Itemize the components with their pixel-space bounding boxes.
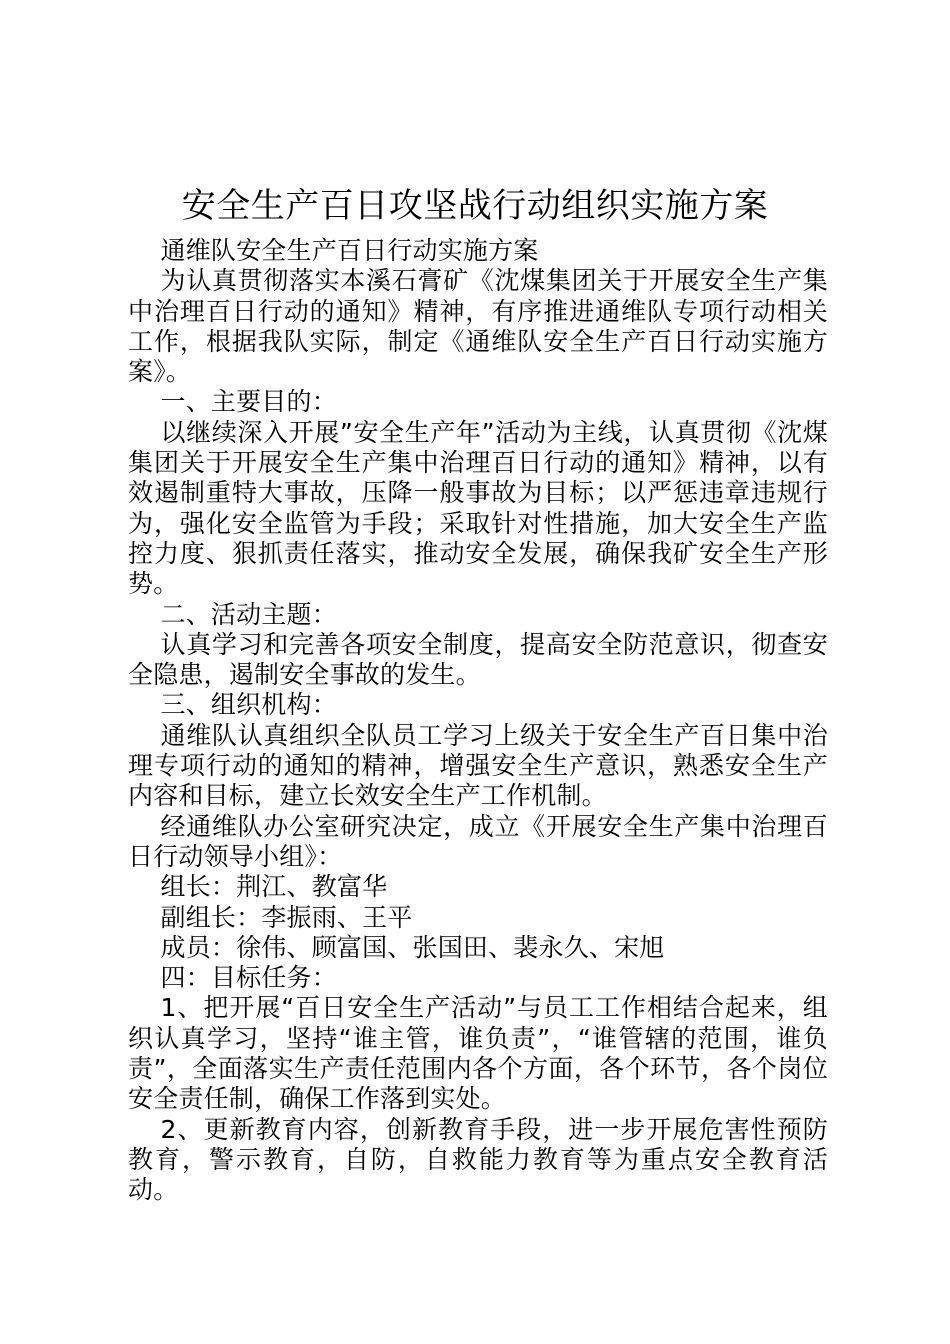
paragraph-purpose: 以继续深入开展”安全生产年”活动为主线，认真贯彻《沈煤集团关于开展安全生产集中治理百日行动的通知》精神，以有效遏制重特大事故，压降一般事故为目标；以严惩违章违规行为，强化安全监管为手段；采取针对性措施，加大安全生产监控力度、狠抓责任落实，推动安全发展，确保我矿安全生产形势。 bbox=[128, 417, 828, 599]
document-body bbox=[128, 236, 828, 1206]
paragraph-theme: 认真学习和完善各项安全制度，提高安全防范意识，彻查安全隐患，遏制安全事故的发生。 bbox=[128, 629, 828, 690]
paragraph-subtitle: 通维队安全生产百日行动实施方案 bbox=[160, 236, 539, 265]
paragraph-members: 成员：徐伟、顾富国、张国田、裴永久、宋旭 bbox=[160, 932, 665, 962]
paragraph-organization: 通维队认真组织全队员工学习上级关于安全生产百日集中治理专项行动的通知的精神，增强安全生产意识，熟悉安全生产内容和目标，建立长效安全生产工作机制。 bbox=[128, 720, 828, 811]
paragraph-task-2: 2、更新教育内容，创新教育手段，进一步开展危害性预防教育，警示教育，自防，自救能力教育等为重点安全教育活动。 bbox=[128, 1114, 828, 1205]
paragraph-intro: 为认真贯彻落实本溪石膏矿《沈煤集团关于开展安全生产集中治理百日行动的通知》精神，有序推进通维队专项行动相关工作，根据我队实际，制定《通维队安全生产百日行动实施方案》。 bbox=[128, 266, 828, 387]
paragraph-deputy-leader: 副组长：李振雨、王平 bbox=[160, 902, 413, 932]
paragraph-group-leader: 组长：荆江、教富华 bbox=[160, 872, 388, 902]
section-heading-tasks: 四：目标任务： bbox=[160, 963, 337, 993]
paragraph-task-1: 1、把开展“百日安全生产活动”与员工工作相结合起来，组织认真学习，坚持“谁主管，谁负责”，“谁管辖的范围，谁负责”，全面落实生产责任范围内各个方面，各个环节，各个岗位安全责任制，确保工作落到实处。 bbox=[128, 993, 828, 1114]
document-title: 安全生产百日攻坚战行动组织实施方案 bbox=[181, 186, 769, 226]
paragraph-leadership-group: 经通维队办公室研究决定，成立《开展安全生产集中治理百日行动领导小组》： bbox=[128, 811, 828, 871]
section-heading-purpose: 一、主要目的： bbox=[160, 387, 337, 417]
section-heading-organization: 三、组织机构： bbox=[160, 690, 337, 720]
section-heading-theme: 二、活动主题： bbox=[160, 599, 337, 629]
